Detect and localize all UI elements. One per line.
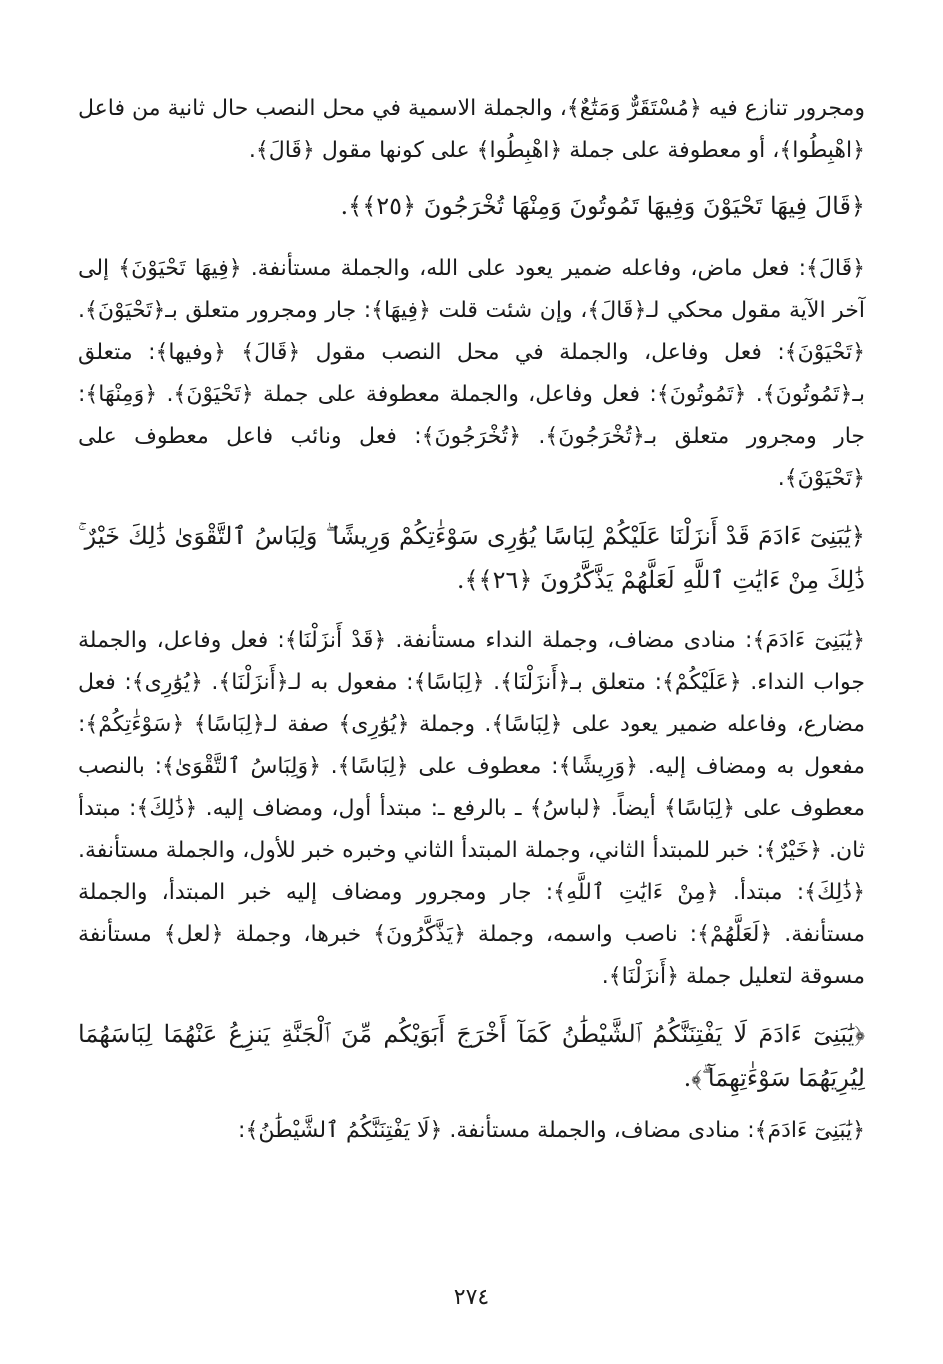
page-body xyxy=(78,88,865,1284)
quran-verse-27: ﴿يَٰبَنِىٓ ءَادَمَ لَا يَفْتِنَنَّكُمُ ٱلشَّيْطَٰنُ كَمَآ أَخْرَجَ أَبَوَيْكُم مِّنَ ٱلْجَنَّةِ يَنزِعُ عَنْهُمَا لِبَاسَهُمَا لِيُرِيَهُمَا سَوْءَٰتِهِمَآ ۗ﴾. xyxy=(78,1020,865,1092)
commentary-paragraph-2: ﴿قَالَ﴾: فعل ماض، وفاعله ضمير يعود على الله، والجملة مستأنفة. ﴿فِيهَا تَحْيَوْنَ﴾ إلى آخر الآية مقول محكي لـ﴿قَالَ﴾، وإن شئت قلت ﴿فِيهَا﴾: جار ومجرور متعلق بـ﴿تَحْيَوْنَ﴾. ﴿تَحْيَوْنَ﴾: فعل وفاعل، والجملة في محل النصب مقول ﴿قَالَ﴾ ﴿وفيها﴾: متعلق بـ﴿تَمُوتُونَ﴾. ﴿تَمُوتُونَ﴾: فعل وفاعل، والجملة معطوفة على جملة ﴿تَحْيَوْنَ﴾. ﴿وَمِنْهَا﴾: جار ومجرور متعلق بـ﴿تُخْرَجُونَ﴾. ﴿تُخْرَجُونَ﴾: فعل ونائب فاعل معطوف على ﴿تَحْيَوْنَ﴾. xyxy=(78,256,865,491)
commentary-paragraph-4: ﴿يَٰبَنِىٓ ءَادَمَ﴾: منادى مضاف، والجملة مستأنفة. ﴿لَا يَفْتِنَنَّكُمُ ٱلشَّيْطَٰنُ﴾: xyxy=(238,1118,865,1143)
page-number: ٢٧٤ xyxy=(453,1285,490,1310)
quran-verse-26: ﴿يَٰبَنِىٓ ءَادَمَ قَدْ أَنزَلْنَا عَلَيْكُمْ لِبَاسًا يُوَٰرِى سَوْءَٰتِكُمْ وَرِيشًا ۖ وَلِبَاسُ ٱلتَّقْوَىٰ ذَٰلِكَ خَيْرٌ ۚ ذَٰلِكَ مِنْ ءَايَٰتِ ٱللَّهِ لَعَلَّهُمْ يَذَّكَّرُونَ ﴿٢٦﴾﴾. xyxy=(78,522,865,594)
commentary-paragraph-1: ومجرور تنازع فيه ﴿مُسْتَقَرٌّ وَمَتَٰعٌ﴾، والجملة الاسمية في محل النصب حال ثانية من فاعل ﴿اهْبِطُوا﴾، أو معطوفة على جملة ﴿اهْبِطُوا﴾ على كونها مقول ﴿قَالَ﴾. xyxy=(78,96,865,163)
quran-verse-25: ﴿قَالَ فِيهَا تَحْيَوْنَ وَفِيهَا تَمُوتُونَ وَمِنْهَا تُخْرَجُونَ ﴿٢٥﴾﴾. xyxy=(340,192,865,220)
commentary-paragraph-3: ﴿يَٰبَنِىٓ ءَادَمَ﴾: منادى مضاف، وجملة النداء مستأنفة. ﴿قَدْ أَنزَلْنَا﴾: فعل وفاعل، والجملة جواب النداء. ﴿عَلَيْكُمْ﴾: متعلق بـ﴿أَنزَلْنَا﴾. ﴿لِبَاسًا﴾: مفعول به لـ﴿أَنزَلْنَا﴾. ﴿يُوَٰرِى﴾: فعل مضارع، وفاعله ضمير يعود على ﴿لِبَاسًا﴾. وجملة ﴿يُوَٰرِى﴾ صفة لـ﴿لِبَاسًا﴾ ﴿سَوْءَٰتِكُمْ﴾: مفعول به ومضاف إليه. ﴿وَرِيشًا﴾: معطوف على ﴿لِبَاسًا﴾. ﴿وَلِبَاسُ ٱلتَّقْوَىٰ﴾: بالنصب معطوف على ﴿لِبَاسًا﴾ أيضاً. ﴿لباسُ﴾ ـ بالرفع ـ: مبتدأ أول، ومضاف إليه. ﴿ذَٰلِكَ﴾: مبتدأ ثان. ﴿خَيْرٌ﴾: خبر للمبتدأ الثاني، وجملة المبتدأ الثاني وخبره خبر للأول، والجملة مستأنفة. ﴿ذَٰلِكَ﴾: مبتدأ. ﴿مِنْ ءَايَٰتِ ٱللَّهِ﴾: جار ومجرور ومضاف إليه خبر المبتدأ، والجملة مستأنفة. ﴿لَعَلَّهُمْ﴾: ناصب واسمه، وجملة ﴿يَذَّكَّرُونَ﴾ خبرها، وجملة ﴿لعل﴾ مستأنفة مسوقة لتعليل جملة ﴿أَنزَلْنَا﴾. xyxy=(78,628,865,989)
